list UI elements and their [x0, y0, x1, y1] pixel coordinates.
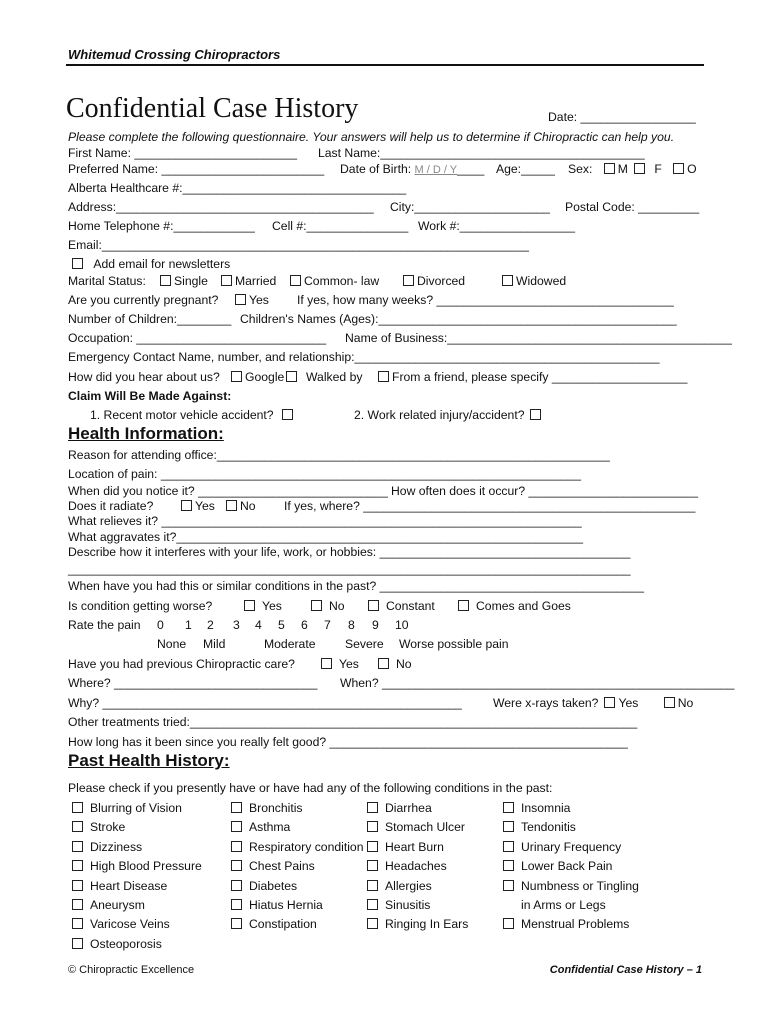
conditions-column-2 [231, 799, 363, 935]
worse-yes-label: Yes [262, 599, 282, 613]
rate-4[interactable]: 4 [255, 618, 262, 632]
radiate-no-checkbox[interactable] [226, 500, 237, 511]
emergency-contact-field[interactable]: Emergency Contact Name, number, and relationship:_____________________________________________ [68, 350, 660, 364]
rate-2[interactable]: 2 [207, 618, 214, 632]
condition-item [231, 896, 363, 915]
referral-question: How did you hear about us? [68, 370, 220, 384]
motor-label: 1. Recent motor vehicle accident? [90, 408, 274, 422]
condition-label: Heart Disease [90, 878, 168, 893]
rate-1[interactable]: 1 [185, 618, 192, 632]
condition-item [503, 857, 639, 876]
header-rule [66, 64, 704, 66]
single-label: Single [174, 274, 208, 288]
condition-checkbox[interactable] [503, 918, 514, 929]
condition-label: Dizziness [90, 839, 143, 854]
dob-line: ____ [457, 162, 485, 176]
referral-google [231, 370, 300, 384]
relieves-field[interactable]: What relieves it? ______________________________________________________________ [68, 514, 582, 528]
condition-checkbox[interactable] [72, 880, 83, 891]
last-name-field[interactable]: Last Name:_______________________________________ [318, 146, 645, 160]
condition-label: Constipation [249, 917, 317, 932]
sex-label: Sex: [568, 162, 593, 176]
condition-item [367, 896, 468, 915]
comes-and-goes-checkbox[interactable] [458, 600, 469, 611]
past-health-instruction: Please check if you presently have or have had any of the following conditions in the past: [68, 781, 553, 795]
condition-checkbox[interactable] [503, 880, 514, 891]
condition-item [503, 799, 639, 818]
previous-chiro-no [378, 657, 412, 671]
condition-label: Allergies [385, 878, 432, 893]
condition-label: Aneurysm [90, 898, 145, 913]
condition-label: Asthma [249, 820, 291, 835]
page-title: Confidential Case History [66, 93, 359, 124]
condition-item [72, 838, 202, 857]
health-heading: Health Information: [68, 424, 224, 443]
condition-label: Varicose Veins [90, 917, 170, 932]
condition-label: Heart Burn [385, 839, 444, 854]
interferes-continuation-line[interactable]: ___________________________________________________________________________________ [68, 562, 631, 576]
married-checkbox[interactable] [221, 275, 232, 286]
xray-group [493, 696, 693, 710]
condition-label: High Blood Pressure [90, 859, 202, 874]
radiate-question: Does it radiate? [68, 499, 154, 513]
children-names-field[interactable]: Children's Names (Ages):____________________________________________ [240, 312, 677, 326]
condition-checkbox[interactable] [231, 880, 242, 891]
claim-work [354, 408, 544, 422]
pregnant-weeks-field[interactable]: If yes, how many weeks? ___________________________________ [297, 293, 674, 307]
rate-word-severe: Severe [345, 637, 384, 651]
rate-word-none: None [157, 637, 187, 651]
newsletter-option [72, 257, 230, 271]
radiate-yes-label: Yes [195, 499, 215, 513]
rate-3[interactable]: 3 [233, 618, 240, 632]
footer-page-label: Confidential Case History – 1 [549, 964, 702, 976]
worse-yes [244, 599, 282, 613]
radiate-no [226, 499, 256, 513]
condition-label: Diabetes [249, 878, 298, 893]
condition-checkbox[interactable] [503, 860, 514, 871]
condition-checkbox[interactable] [231, 821, 242, 832]
condition-label: Headaches [385, 859, 447, 874]
condition-item [72, 857, 202, 876]
marital-label: Marital Status: [68, 274, 146, 288]
condition-label: Osteoporosis [90, 936, 162, 951]
marital-married [221, 274, 276, 288]
similar-conditions-field[interactable]: When have you had this or similar conditions in the past? _______________________________________ [68, 579, 644, 593]
condition-item [367, 838, 468, 857]
pregnant-yes [235, 293, 269, 307]
city-field[interactable]: City:____________________ [390, 200, 550, 214]
divorced-label: Divorced [417, 274, 466, 288]
pregnant-yes-checkbox[interactable] [235, 294, 246, 305]
condition-label: Diarrhea [385, 801, 432, 815]
children-number-field[interactable]: Number of Children:________ [68, 312, 232, 326]
condition-item [72, 818, 202, 837]
widowed-label: Widowed [516, 274, 567, 288]
constant-checkbox[interactable] [368, 600, 379, 611]
location-field[interactable]: Location of pain: ______________________________________________________________ [68, 467, 582, 481]
condition-checkbox[interactable] [503, 802, 514, 813]
condition-checkbox[interactable] [72, 899, 83, 910]
condition-checkbox[interactable] [72, 860, 83, 871]
common-law-label: Common- law [304, 274, 380, 288]
condition-item [503, 915, 639, 934]
condition-checkbox[interactable] [231, 899, 242, 910]
condition-checkbox[interactable] [503, 841, 514, 852]
aggravates-field[interactable]: What aggravates it?____________________________________________________________ [68, 530, 584, 544]
rate-word-moderate: Moderate [264, 637, 316, 651]
condition-checkbox[interactable] [367, 821, 378, 832]
marital-common-law [290, 274, 379, 288]
constant-option [368, 599, 435, 613]
radiate-yes [181, 499, 215, 513]
condition-item [72, 799, 202, 818]
condition-checkbox[interactable] [72, 918, 83, 929]
condition-item [72, 915, 202, 934]
worse-no-label: No [329, 599, 345, 613]
rate-7[interactable]: 7 [324, 618, 331, 632]
condition-label: Sinusitis [385, 898, 431, 913]
email-field[interactable]: Email:_______________________________________________________________ [68, 238, 529, 252]
condition-item [72, 877, 202, 896]
google-checkbox[interactable] [231, 371, 242, 382]
worse-no [311, 599, 345, 613]
sex-f-checkbox[interactable] [634, 163, 645, 174]
first-name-field[interactable]: First Name: ________________________ [68, 146, 298, 160]
comes-and-goes-label: Comes and Goes [476, 599, 571, 613]
newsletter-label: Add email for newsletters [93, 257, 231, 271]
sex-o-checkbox[interactable] [673, 163, 684, 174]
condition-item [231, 857, 363, 876]
date-field[interactable]: Date: _________________ [548, 110, 696, 124]
xray-no-label: No [677, 696, 694, 710]
condition-checkbox[interactable] [231, 802, 242, 813]
previous-chiro-yes-label: Yes [339, 657, 359, 671]
condition-label: Numbness or Tingling [521, 878, 639, 893]
prev-when-field[interactable]: When? ____________________________________________________ [340, 676, 735, 690]
condition-checkbox[interactable] [231, 918, 242, 929]
married-label: Married [235, 274, 277, 288]
condition-item [503, 896, 639, 915]
conditions-column-3 [367, 799, 468, 935]
notice-field[interactable]: When did you notice it? ____________________________ [68, 484, 388, 498]
rate-word-worst: Worse possible pain [399, 637, 509, 651]
walked-label: Walked by [306, 370, 363, 384]
business-field[interactable]: Name of Business:__________________________________________ [345, 331, 732, 345]
xray-no-checkbox[interactable] [664, 697, 675, 708]
sex-m-checkbox[interactable] [604, 163, 615, 174]
divorced-checkbox[interactable] [403, 275, 414, 286]
referral-friend [378, 370, 687, 384]
condition-label: Respiratory condition [249, 839, 364, 854]
intro-text: Please complete the following questionnaire. Your answers will help us to determine if Chiropractic can help you. [68, 130, 675, 144]
rate-8[interactable]: 8 [348, 618, 355, 632]
conditions-column-1 [72, 799, 202, 954]
rate-0[interactable]: 0 [157, 618, 164, 632]
work-injury-label: 2. Work related injury/accident? [354, 408, 525, 422]
xray-yes-checkbox[interactable] [604, 697, 615, 708]
condition-item [367, 877, 468, 896]
interferes-field[interactable]: Describe how it interferes with your life, work, or hobbies: _____________________________________ [68, 545, 631, 559]
dob-placeholder: M / D / Y [414, 164, 458, 176]
condition-item [367, 799, 468, 818]
friend-checkbox[interactable] [378, 371, 389, 382]
condition-label: Menstrual Problems [521, 917, 630, 932]
condition-item [367, 818, 468, 837]
newsletter-checkbox[interactable] [72, 258, 83, 269]
previous-chiro-yes [321, 657, 359, 671]
condition-checkbox[interactable] [367, 918, 378, 929]
xray-label: Were x-rays taken? [493, 696, 599, 710]
condition-item [367, 857, 468, 876]
condition-label: Stomach Ulcer [385, 820, 465, 835]
condition-checkbox[interactable] [367, 841, 378, 852]
condition-checkbox[interactable] [72, 938, 83, 949]
condition-item [231, 877, 363, 896]
condition-label: Lower Back Pain [521, 859, 613, 874]
healthcare-field[interactable]: Alberta Healthcare #:_________________________________ [68, 181, 407, 195]
condition-checkbox[interactable] [72, 802, 83, 813]
condition-item [231, 838, 363, 857]
common-law-checkbox[interactable] [290, 275, 301, 286]
sex-m-label: M [617, 162, 628, 176]
condition-item [231, 799, 363, 818]
previous-chiro-no-checkbox[interactable] [378, 658, 389, 669]
walked-checkbox[interactable] [286, 371, 297, 382]
pregnant-yes-label: Yes [249, 293, 269, 307]
prev-why-field[interactable]: Why? _____________________________________________________ [68, 696, 462, 710]
condition-label: Chest Pains [249, 859, 315, 874]
claim-motor [90, 408, 296, 422]
condition-label: Stroke [90, 820, 126, 835]
condition-checkbox[interactable] [503, 821, 514, 832]
previous-chiro-no-label: No [396, 657, 412, 671]
cell-field[interactable]: Cell #:_______________ [272, 219, 409, 233]
rate-5[interactable]: 5 [278, 618, 285, 632]
condition-checkbox[interactable] [367, 860, 378, 871]
marital-divorced [403, 274, 465, 288]
condition-item [503, 838, 639, 857]
condition-checkbox[interactable] [72, 821, 83, 832]
condition-label: Blurring of Vision [90, 801, 182, 815]
work-phone-field[interactable]: Work #:_________________ [418, 219, 575, 233]
sex-group [568, 162, 697, 176]
rate-10[interactable]: 10 [395, 618, 409, 632]
rate-word-mild: Mild [203, 637, 226, 651]
radiate-where-field[interactable]: If yes, where? _________________________________________________ [284, 499, 696, 513]
previous-chiro-question: Have you had previous Chiropractic care? [68, 657, 295, 671]
worse-question: Is condition getting worse? [68, 599, 213, 613]
occupation-field[interactable]: Occupation: ____________________________ [68, 331, 327, 345]
practice-name: Whitemud Crossing Chiropractors [68, 47, 281, 62]
conditions-column-4 [503, 799, 639, 935]
condition-checkbox[interactable] [367, 802, 378, 813]
dob-label: Date of Birth: [340, 162, 412, 176]
pregnant-question: Are you currently pregnant? [68, 293, 219, 307]
condition-item [72, 935, 202, 954]
previous-chiro-yes-checkbox[interactable] [321, 658, 332, 669]
condition-label: in Arms or Legs [521, 898, 606, 913]
how-often-field[interactable]: How often does it occur? _________________________ [391, 484, 698, 498]
claim-title: Claim Will Be Made Against: [68, 389, 232, 403]
past-health-heading: Past Health History: [68, 751, 230, 770]
rate-9[interactable]: 9 [372, 618, 379, 632]
constant-label: Constant [386, 599, 435, 613]
age-field[interactable]: Age:_____ [496, 162, 555, 176]
sex-f-label: F [654, 162, 662, 176]
condition-label: Insomnia [521, 801, 571, 815]
condition-label: Tendonitis [521, 820, 576, 835]
condition-checkbox[interactable] [367, 880, 378, 891]
prev-where-field[interactable]: Where? ______________________________ [68, 676, 318, 690]
condition-item [231, 818, 363, 837]
google-label: Google [245, 370, 285, 384]
worse-no-checkbox[interactable] [311, 600, 322, 611]
condition-checkbox[interactable] [231, 841, 242, 852]
rate-6[interactable]: 6 [301, 618, 308, 632]
condition-label: Bronchitis [249, 801, 303, 815]
footer-copyright: © Chiropractic Excellence [68, 964, 195, 976]
condition-item [503, 818, 639, 837]
widowed-checkbox[interactable] [502, 275, 513, 286]
friend-field[interactable]: From a friend, please specify ____________________ [392, 370, 688, 384]
condition-checkbox[interactable] [231, 860, 242, 871]
condition-checkbox[interactable] [72, 841, 83, 852]
motor-checkbox[interactable] [282, 409, 293, 420]
worse-yes-checkbox[interactable] [244, 600, 255, 611]
condition-item [231, 915, 363, 934]
postal-code-field[interactable]: Postal Code: _________ [565, 200, 700, 214]
other-treatments-field[interactable]: Other treatments tried:__________________________________________________________________ [68, 715, 638, 729]
home-telephone-field[interactable]: Home Telephone #:____________ [68, 219, 255, 233]
condition-checkbox[interactable] [367, 899, 378, 910]
reason-field[interactable]: Reason for attending office:__________________________________________________________ [68, 448, 610, 462]
condition-label: Hiatus Hernia [249, 898, 323, 913]
rate-label: Rate the pain [68, 618, 141, 632]
condition-item [503, 877, 639, 896]
work-injury-checkbox[interactable] [530, 409, 541, 420]
radiate-no-label: No [240, 499, 256, 513]
sex-o-label: O [687, 162, 697, 176]
address-field[interactable]: Address:______________________________________ [68, 200, 374, 214]
condition-item [72, 896, 202, 915]
condition-label: Ringing In Ears [385, 917, 469, 932]
single-checkbox[interactable] [160, 275, 171, 286]
xray-yes-label: Yes [618, 696, 639, 710]
marital-widowed [502, 274, 566, 288]
preferred-name-field[interactable]: Preferred Name: ________________________ [68, 162, 325, 176]
comes-and-goes-option [458, 599, 571, 613]
condition-label: Urinary Frequency [521, 839, 622, 854]
marital-single [160, 274, 208, 288]
felt-good-field[interactable]: How long has it been since you really felt good? ____________________________________________ [68, 735, 628, 749]
dob-field[interactable] [340, 162, 484, 176]
radiate-yes-checkbox[interactable] [181, 500, 192, 511]
condition-item [367, 915, 468, 934]
